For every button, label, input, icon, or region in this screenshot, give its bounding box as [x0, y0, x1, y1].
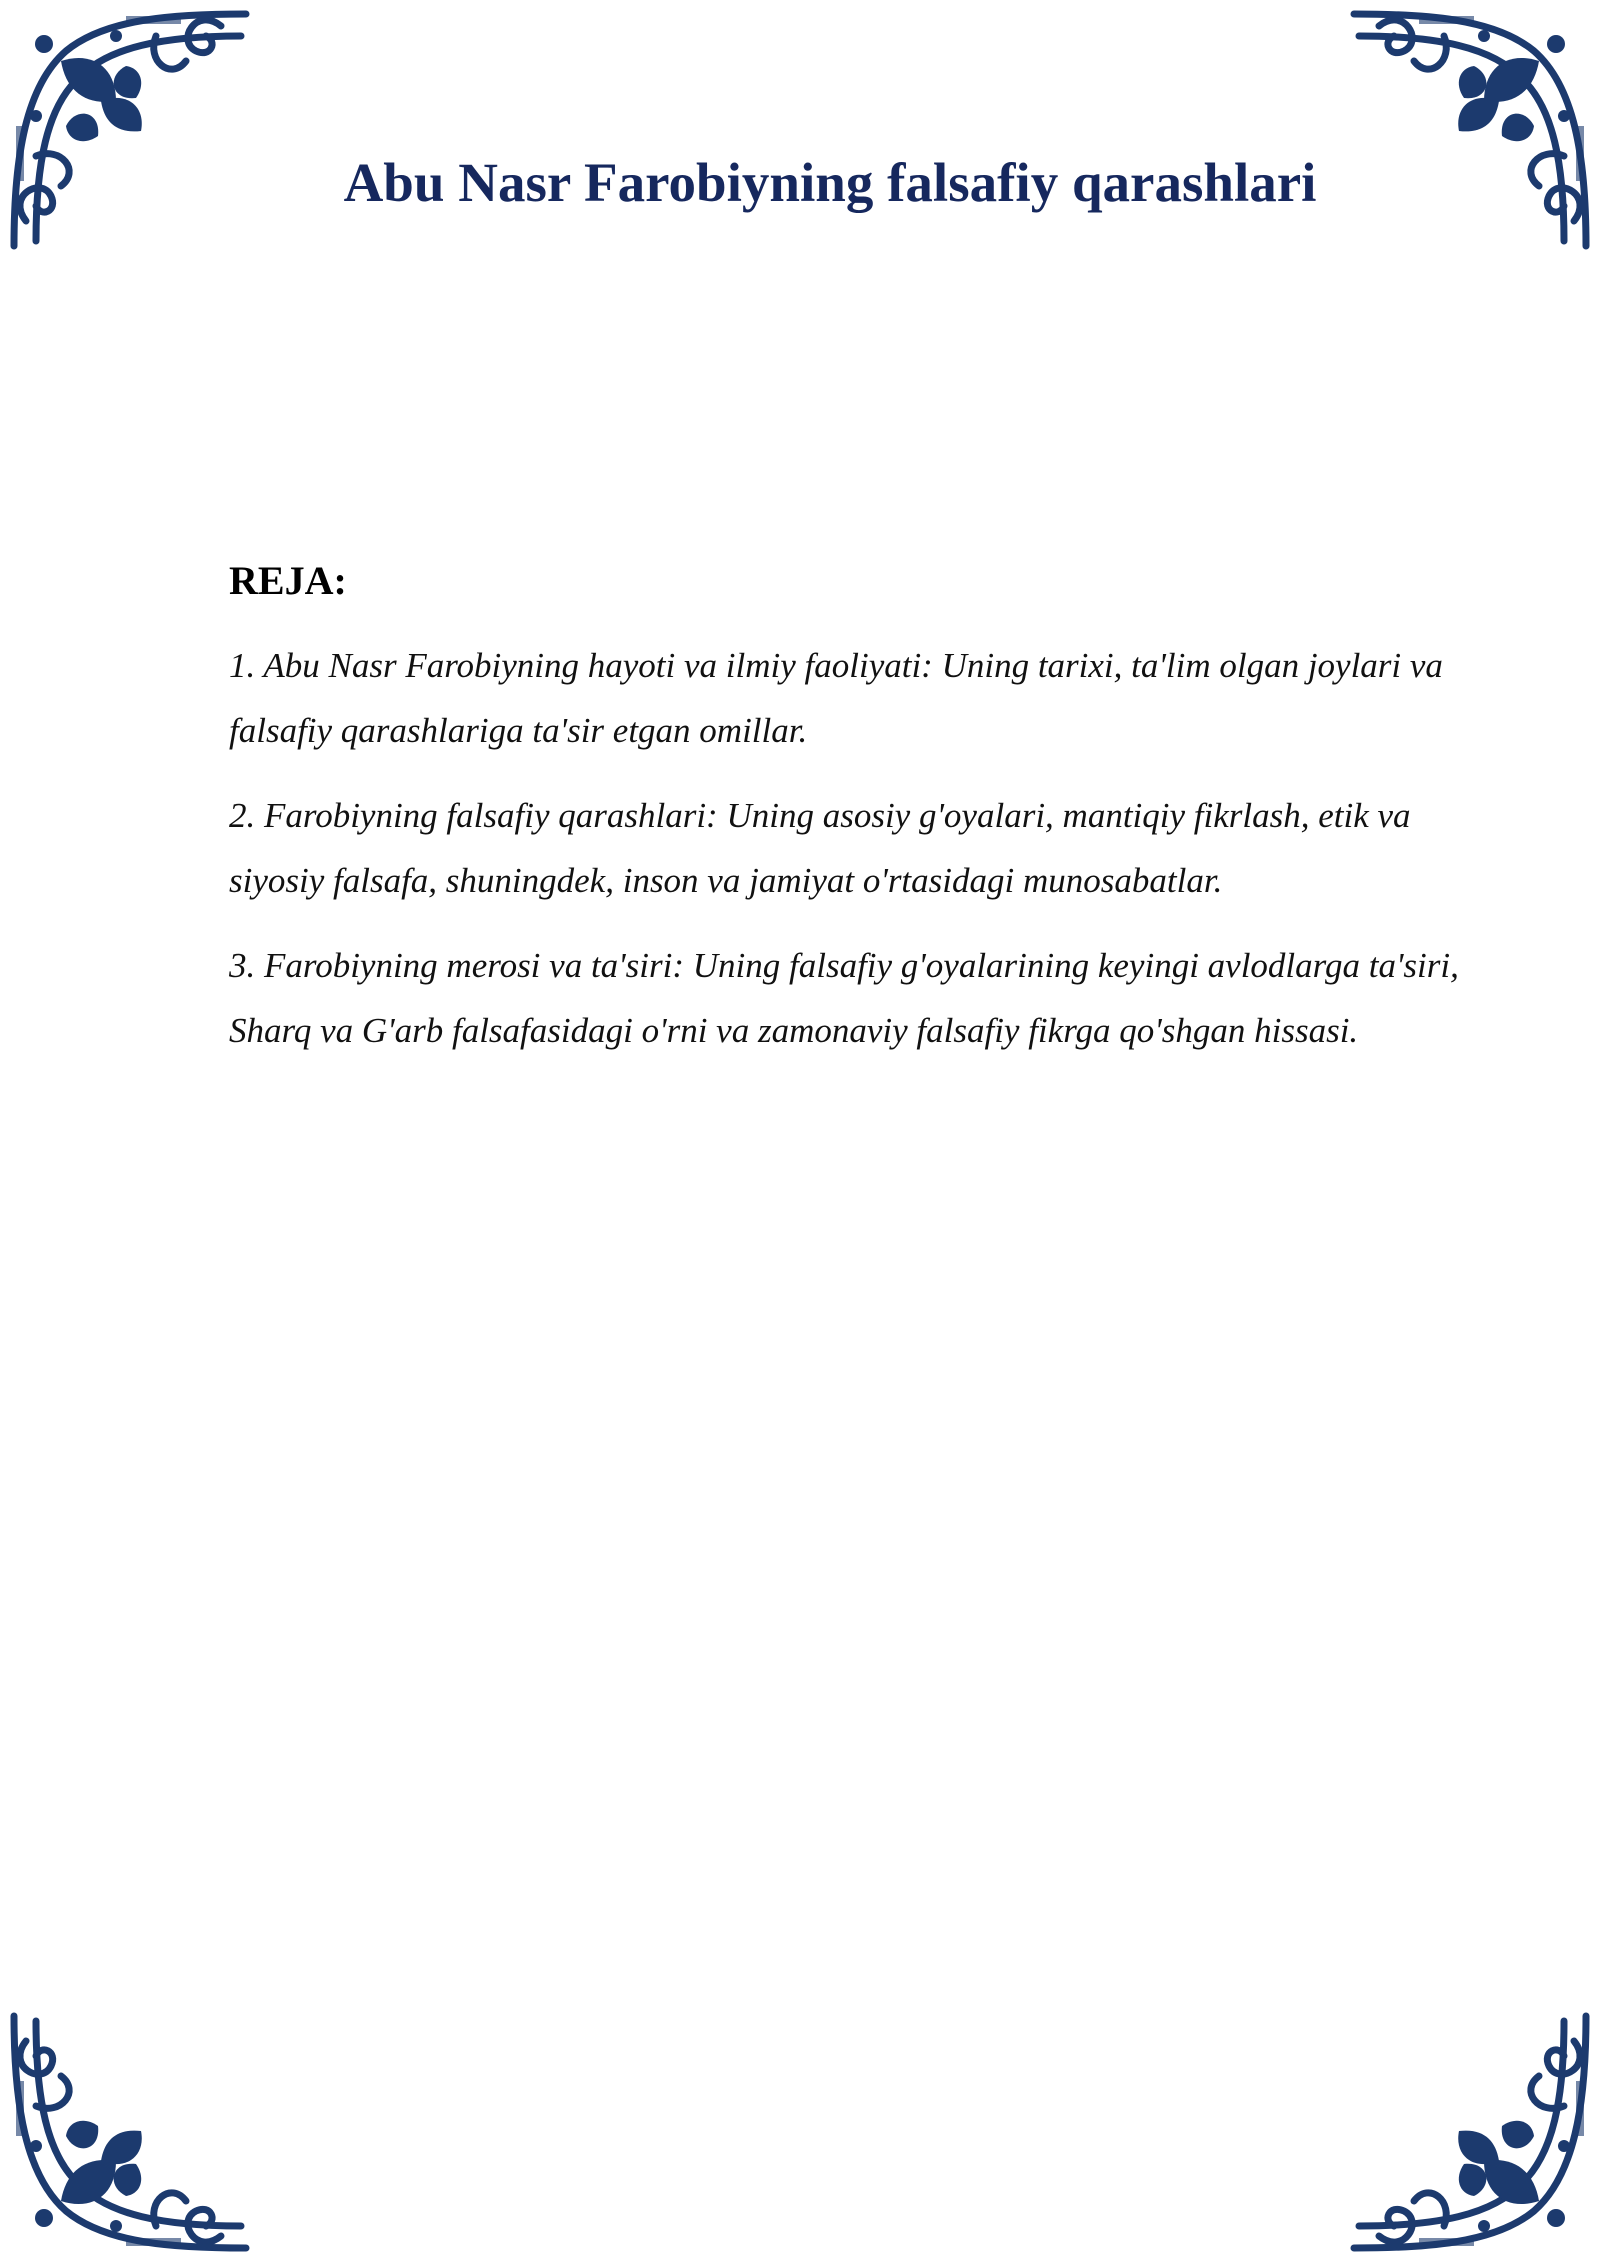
document-title: Abu Nasr Farobiyning falsafiy qarashlari — [343, 152, 1317, 213]
floral-corner-ornament-icon — [6, 6, 256, 256]
plan-section — [229, 555, 1479, 1083]
plan-item: 3. Farobiyning merosi va ta'siri: Uning falsafiy g'oyalarining keyingi avlodlarga ta'siri, Sharq va G'arb falsafasidagi o'rni va zamonaviy falsafiy fikrga qo'shgan hissasi. — [229, 946, 1459, 1050]
plan-item: 1. Abu Nasr Farobiyning hayoti va ilmiy faoliyati: Uning tarixi, ta'lim olgan joylari va falsafiy qarashlariga ta'sir etgan omillar. — [229, 646, 1443, 750]
floral-corner-ornament-icon — [6, 2006, 256, 2256]
floral-corner-ornament-icon — [1344, 2006, 1594, 2256]
floral-corner-ornament-icon — [1344, 6, 1594, 256]
plan-item: 2. Farobiyning falsafiy qarashlari: Uning asosiy g'oyalari, mantiqiy fikrlash, etik va siyosiy falsafa, shuningdek, inson va jamiyat o'rtasidagi munosabatlar. — [229, 796, 1411, 900]
plan-heading: REJA: — [229, 558, 347, 603]
